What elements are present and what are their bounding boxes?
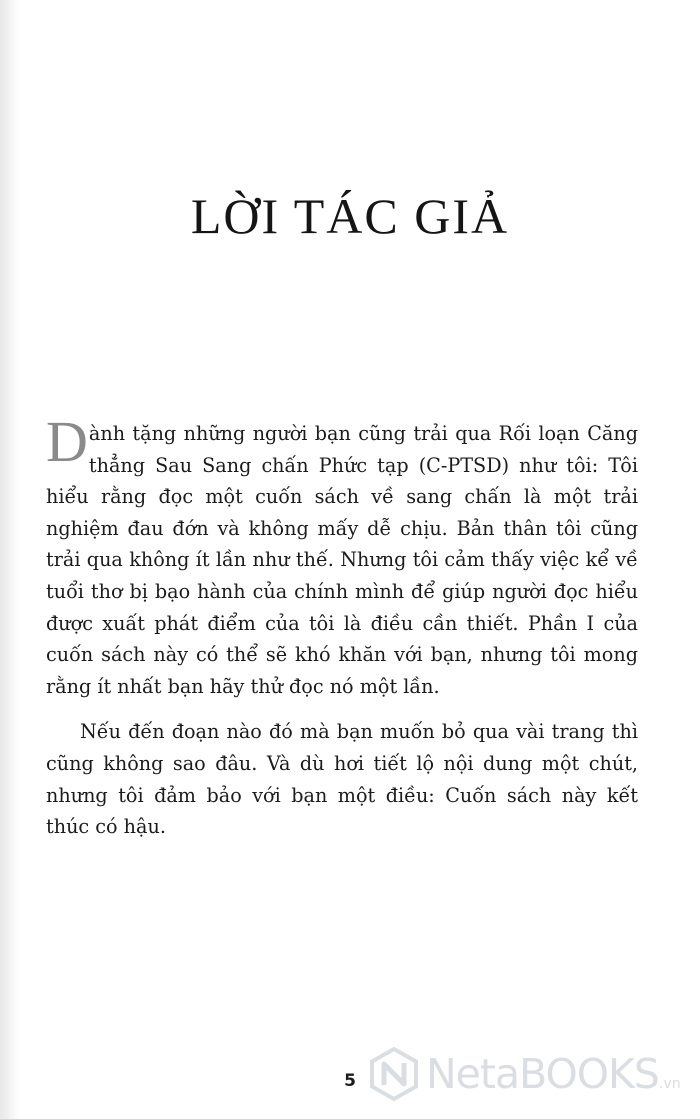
paragraph-dedication <box>46 409 638 702</box>
page-edge-shadow <box>0 0 20 1119</box>
drop-cap-letter: D <box>46 409 88 474</box>
paragraph-reassurance: Nếu đến đoạn nào đó mà bạn muốn bỏ qua vài trang thì cũng không sao đâu. Và dù hơi tiết lộ nội dung một chút, nhưng tôi đảm bảo với bạn một điều: Cuốn sách này kết thúc có hậu. <box>46 720 638 839</box>
chapter-title: LỜI TÁC GIẢ <box>190 188 510 244</box>
watermark-text: NetaBOOKS <box>426 1050 659 1098</box>
watermark <box>366 1046 681 1102</box>
paragraph-dedication-text: ành tặng những người bạn cũng trải qua Rối loạn Căng thẳng Sau Sang chấn Phức tạp (C-PTSD) như tôi: Tôi hiểu rằng đọc một cuốn sách về sang chấn là một trải nghiệm đau đớn và không mấy dễ chịu. Bản thân tôi cũng trải qua không ít lần như thế. Nhưng tôi cảm thấy việc kể về tuổi thơ bị bạo hành của chính mình để giúp người đọc hiểu được xuất phát điểm của tôi là điều cần thiết. Phần I của cuốn sách này có thể sẽ khó khăn với bạn, nhưng tôi mong rằng ít nhất bạn hãy thử đọc nó một lần. <box>46 422 638 698</box>
hexagon-n-logo-icon <box>366 1046 422 1102</box>
page-number: 5 <box>344 1071 356 1091</box>
body-text <box>46 409 638 843</box>
watermark-suffix: .vn <box>658 1076 681 1092</box>
